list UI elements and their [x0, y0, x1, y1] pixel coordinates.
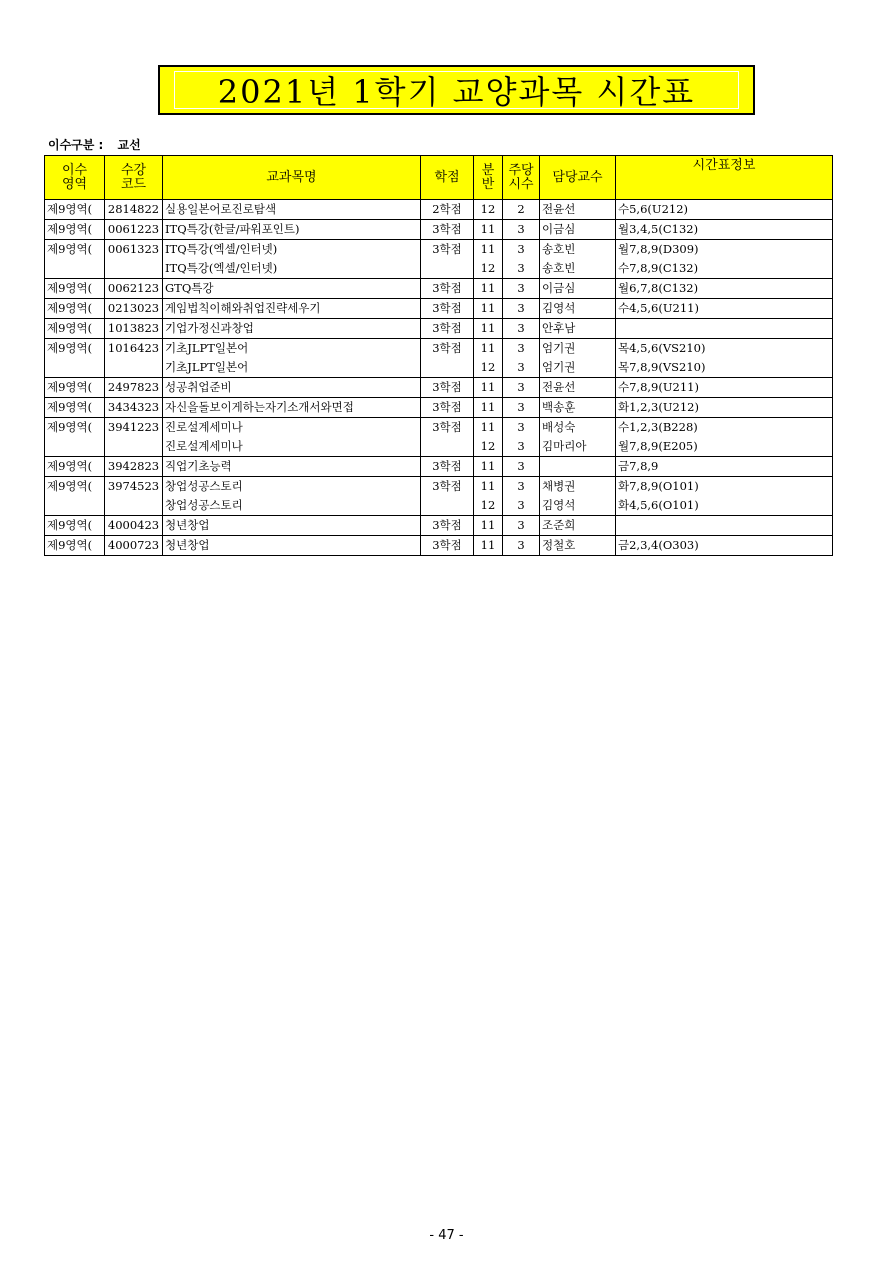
cell-area: 제9영역( [45, 319, 105, 339]
cell-schedule: 수7,8,9(C132) [616, 259, 833, 279]
category-value: 교선 [117, 138, 141, 152]
cell-credit [421, 358, 474, 378]
cell-section: 12 [474, 259, 503, 279]
cell-credit: 3학점 [421, 240, 474, 260]
cell-section: 11 [474, 240, 503, 260]
cell-schedule: 수5,6(U212) [616, 200, 833, 220]
category-label: 이수구분 : [48, 138, 104, 152]
cell-schedule: 화4,5,6(O101) [616, 496, 833, 516]
cell-professor: 엄기권 [540, 339, 616, 359]
cell-section: 11 [474, 457, 503, 477]
cell-hours: 3 [503, 279, 540, 299]
cell-professor: 전윤선 [540, 378, 616, 398]
header-code: 수강 코드 [105, 156, 163, 200]
cell-professor: 엄기권 [540, 358, 616, 378]
cell-section: 11 [474, 279, 503, 299]
cell-professor [540, 457, 616, 477]
table-row [45, 220, 833, 240]
cell-hours: 3 [503, 398, 540, 418]
cell-schedule [616, 516, 833, 536]
cell-professor: 안후남 [540, 319, 616, 339]
cell-professor: 백송훈 [540, 398, 616, 418]
cell-code: 0213023 [105, 299, 163, 319]
cell-course: 청년창업 [163, 516, 421, 536]
cell-course: 진로설계세미나 [163, 437, 421, 457]
cell-code [105, 437, 163, 457]
cell-code: 3941223 [105, 418, 163, 438]
cell-course: ITQ특강(한글/파워포인트) [163, 220, 421, 240]
title-box [158, 65, 755, 115]
cell-course: 자신을돌보이게하는자기소개서와면접 [163, 398, 421, 418]
cell-area: 제9영역( [45, 339, 105, 359]
cell-credit: 3학점 [421, 536, 474, 556]
cell-credit [421, 259, 474, 279]
cell-code [105, 496, 163, 516]
cell-credit: 3학점 [421, 398, 474, 418]
cell-code: 0061223 [105, 220, 163, 240]
cell-section: 11 [474, 378, 503, 398]
cell-hours: 3 [503, 477, 540, 497]
cell-area [45, 259, 105, 279]
cell-schedule: 금2,3,4(O303) [616, 536, 833, 556]
cell-area: 제9영역( [45, 398, 105, 418]
cell-hours: 3 [503, 378, 540, 398]
table-row [45, 536, 833, 556]
cell-area: 제9영역( [45, 418, 105, 438]
cell-code: 1016423 [105, 339, 163, 359]
cell-area: 제9영역( [45, 240, 105, 260]
cell-section: 11 [474, 477, 503, 497]
cell-schedule: 화7,8,9(O101) [616, 477, 833, 497]
table-row [45, 437, 833, 457]
cell-hours: 3 [503, 516, 540, 536]
header-area: 이수 영역 [45, 156, 105, 200]
page-number: - 47 - [429, 1228, 464, 1243]
cell-schedule: 월3,4,5(C132) [616, 220, 833, 240]
cell-hours: 3 [503, 536, 540, 556]
cell-course: 직업기초능력 [163, 457, 421, 477]
table-row [45, 259, 833, 279]
cell-credit [421, 496, 474, 516]
cell-credit: 3학점 [421, 516, 474, 536]
table-row [45, 496, 833, 516]
cell-code: 4000723 [105, 536, 163, 556]
cell-hours: 3 [503, 437, 540, 457]
cell-section: 12 [474, 358, 503, 378]
cell-schedule: 월6,7,8(C132) [616, 279, 833, 299]
cell-schedule: 수4,5,6(U211) [616, 299, 833, 319]
table-row [45, 279, 833, 299]
cell-course: 기업가정신과창업 [163, 319, 421, 339]
cell-credit: 3학점 [421, 339, 474, 359]
cell-professor: 전윤선 [540, 200, 616, 220]
cell-hours: 3 [503, 299, 540, 319]
table-row [45, 319, 833, 339]
cell-area: 제9영역( [45, 457, 105, 477]
cell-code [105, 259, 163, 279]
cell-hours: 3 [503, 319, 540, 339]
course-category [48, 136, 151, 153]
cell-hours: 3 [503, 339, 540, 359]
cell-section: 11 [474, 398, 503, 418]
cell-area [45, 437, 105, 457]
cell-credit: 3학점 [421, 477, 474, 497]
cell-course: 기초JLPT일본어 [163, 358, 421, 378]
cell-professor: 채병권 [540, 477, 616, 497]
cell-section: 12 [474, 496, 503, 516]
cell-professor: 조준희 [540, 516, 616, 536]
table-row [45, 457, 833, 477]
cell-hours: 3 [503, 358, 540, 378]
table-row [45, 398, 833, 418]
cell-schedule: 월7,8,9(D309) [616, 240, 833, 260]
cell-professor: 김영석 [540, 299, 616, 319]
cell-professor: 이금심 [540, 220, 616, 240]
cell-section: 12 [474, 437, 503, 457]
cell-credit: 2학점 [421, 200, 474, 220]
cell-professor: 송호빈 [540, 259, 616, 279]
cell-course: 청년창업 [163, 536, 421, 556]
cell-section: 11 [474, 220, 503, 240]
table-row [45, 339, 833, 359]
cell-schedule: 목7,8,9(VS210) [616, 358, 833, 378]
cell-code [105, 358, 163, 378]
cell-area: 제9영역( [45, 378, 105, 398]
header-row [45, 156, 833, 200]
cell-course: ITQ특강(엑셀/인터넷) [163, 259, 421, 279]
cell-schedule: 수1,2,3(B228) [616, 418, 833, 438]
cell-area: 제9영역( [45, 299, 105, 319]
cell-credit [421, 437, 474, 457]
cell-area: 제9영역( [45, 516, 105, 536]
cell-area: 제9영역( [45, 220, 105, 240]
cell-course: 실용일본어로진로탐색 [163, 200, 421, 220]
cell-credit: 3학점 [421, 418, 474, 438]
cell-section: 11 [474, 516, 503, 536]
table-row [45, 240, 833, 260]
cell-section: 11 [474, 418, 503, 438]
cell-course: 성공취업준비 [163, 378, 421, 398]
cell-hours: 3 [503, 220, 540, 240]
table-row [45, 477, 833, 497]
cell-credit: 3학점 [421, 220, 474, 240]
cell-credit: 3학점 [421, 319, 474, 339]
table-row [45, 299, 833, 319]
cell-schedule: 화1,2,3(U212) [616, 398, 833, 418]
table-row [45, 358, 833, 378]
cell-professor: 정철호 [540, 536, 616, 556]
cell-hours: 3 [503, 259, 540, 279]
cell-section: 11 [474, 339, 503, 359]
cell-code: 1013823 [105, 319, 163, 339]
cell-professor: 김영석 [540, 496, 616, 516]
cell-code: 0061323 [105, 240, 163, 260]
cell-area: 제9영역( [45, 536, 105, 556]
cell-code: 3974523 [105, 477, 163, 497]
cell-hours: 3 [503, 418, 540, 438]
cell-code: 3942823 [105, 457, 163, 477]
cell-credit: 3학점 [421, 457, 474, 477]
cell-area: 제9영역( [45, 279, 105, 299]
header-section: 분 반 [474, 156, 503, 200]
page-title: 2021년 1학기 교양과목 시간표 [174, 71, 739, 109]
cell-professor: 김마리아 [540, 437, 616, 457]
cell-hours: 3 [503, 496, 540, 516]
cell-code: 3434323 [105, 398, 163, 418]
cell-section: 11 [474, 299, 503, 319]
table-row [45, 516, 833, 536]
cell-schedule: 수7,8,9(U211) [616, 378, 833, 398]
table-row [45, 378, 833, 398]
header-course: 교과목명 [163, 156, 421, 200]
cell-hours: 3 [503, 240, 540, 260]
cell-course: 기초JLPT일본어 [163, 339, 421, 359]
cell-schedule [616, 319, 833, 339]
cell-code: 2497823 [105, 378, 163, 398]
cell-code: 0062123 [105, 279, 163, 299]
cell-course: 게임법칙이해와취업진략세우기 [163, 299, 421, 319]
header-professor: 담당교수 [540, 156, 616, 200]
cell-code: 4000423 [105, 516, 163, 536]
cell-credit: 3학점 [421, 279, 474, 299]
cell-professor: 배성숙 [540, 418, 616, 438]
table-row [45, 200, 833, 220]
cell-schedule: 금7,8,9 [616, 457, 833, 477]
cell-course: 창업성공스토리 [163, 477, 421, 497]
cell-course: ITQ특강(엑셀/인터넷) [163, 240, 421, 260]
cell-hours: 3 [503, 457, 540, 477]
cell-code: 2814822 [105, 200, 163, 220]
cell-schedule: 목4,5,6(VS210) [616, 339, 833, 359]
cell-credit: 3학점 [421, 378, 474, 398]
cell-schedule: 월7,8,9(E205) [616, 437, 833, 457]
cell-professor: 송호빈 [540, 240, 616, 260]
cell-section: 11 [474, 536, 503, 556]
cell-area [45, 358, 105, 378]
header-schedule: 시간표정보 [616, 156, 833, 200]
cell-hours: 2 [503, 200, 540, 220]
header-hours: 주당 시수 [503, 156, 540, 200]
header-credit: 학점 [421, 156, 474, 200]
cell-credit: 3학점 [421, 299, 474, 319]
cell-course: 창업성공스토리 [163, 496, 421, 516]
table-row [45, 418, 833, 438]
cell-course: GTQ특강 [163, 279, 421, 299]
timetable [44, 155, 833, 556]
cell-professor: 이금심 [540, 279, 616, 299]
cell-area: 제9영역( [45, 477, 105, 497]
cell-course: 진로설계세미나 [163, 418, 421, 438]
cell-section: 12 [474, 200, 503, 220]
cell-area [45, 496, 105, 516]
cell-section: 11 [474, 319, 503, 339]
cell-area: 제9영역( [45, 200, 105, 220]
